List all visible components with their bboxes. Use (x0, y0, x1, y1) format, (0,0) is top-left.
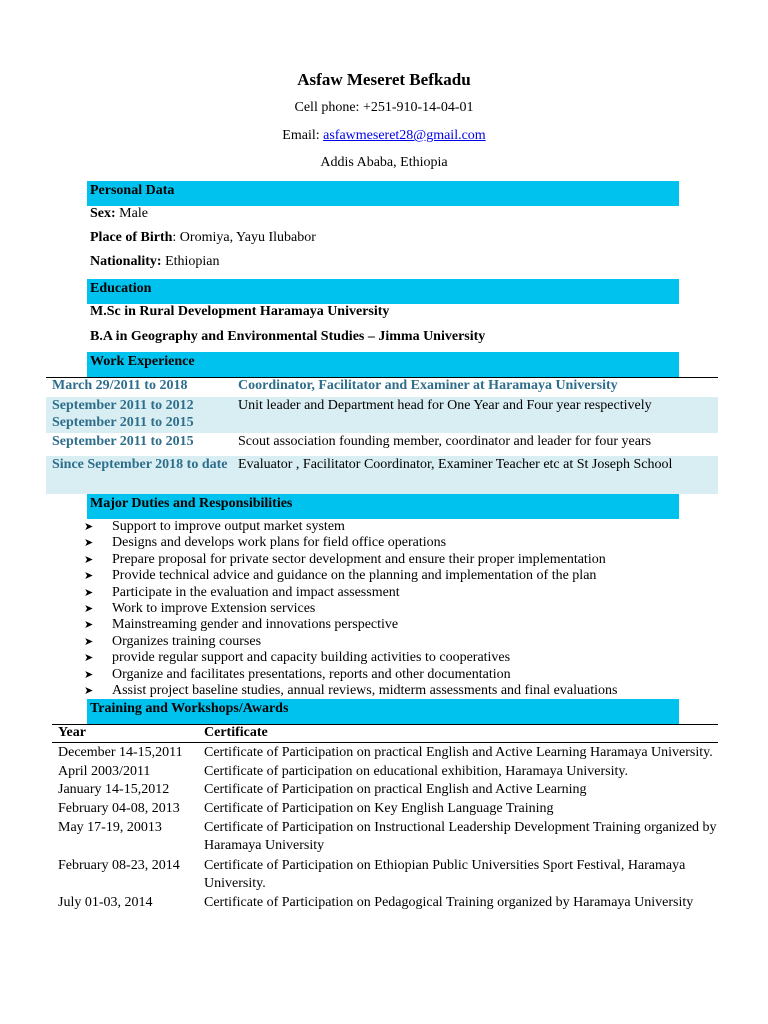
nationality-line (90, 254, 220, 270)
training-year: December 14-15,2011 (58, 745, 183, 760)
arrowhead-bullet-icon: ➤ (84, 635, 94, 648)
list-item (84, 585, 617, 601)
duty-text: Designs and develops work plans for field office operations (112, 535, 447, 551)
training-year: February 08-23, 2014 (58, 858, 180, 873)
training-header-rule (52, 742, 718, 743)
work-row (46, 456, 718, 494)
work-description: Scout association founding member, coordinator and leader for four years (238, 434, 652, 449)
training-year: July 01-03, 2014 (58, 895, 153, 910)
training-heading: Training and Workshops/Awards (87, 699, 679, 724)
arrowhead-bullet-icon: ➤ (84, 602, 94, 615)
list-item (84, 650, 617, 666)
phone-number: +251-910-14-04-01 (362, 100, 474, 115)
arrowhead-bullet-icon: ➤ (84, 553, 94, 566)
training-col-certificate: Certificate (204, 725, 268, 740)
birth-label: Place of Birth (90, 230, 173, 245)
duty-text: Work to improve Extension services (112, 600, 316, 616)
duties-list (84, 519, 617, 699)
phone-label: Cell phone: (294, 100, 363, 115)
work-date: March 29/2011 to 2018 (52, 378, 188, 393)
duty-text: Organize and facilitates presentations, reports and other documentation (112, 666, 511, 682)
list-item (84, 601, 617, 617)
work-date-secondary: September 2011 to 2015 (52, 415, 194, 430)
arrowhead-bullet-icon: ➤ (84, 619, 94, 632)
duty-text: Mainstreaming gender and innovations perspective (112, 617, 399, 633)
address: Addis Ababa, Ethiopia (320, 155, 448, 170)
duty-text: Assist project baseline studies, annual reviews, midterm assessments and final evaluations (112, 682, 618, 698)
duty-text: Prepare proposal for private sector development and ensure their proper implementation (112, 551, 606, 567)
email-label: Email: (282, 128, 324, 143)
sex-value: Male (115, 206, 148, 221)
training-year: April 2003/2011 (58, 764, 151, 779)
nationality-label: Nationality: (90, 254, 162, 269)
arrowhead-bullet-icon: ➤ (84, 668, 94, 681)
training-certificate: Certificate of Participation on practical English and Active Learning Haramaya University. (204, 745, 713, 760)
training-col-year: Year (58, 725, 86, 740)
training-certificate: Certificate of Participation on Ethiopian Public Universities Sport Festival, Haramaya University. (204, 858, 686, 891)
arrowhead-bullet-icon: ➤ (84, 521, 94, 533)
list-item (84, 667, 617, 683)
education-item: B.A in Geography and Environmental Studies – Jimma University (90, 329, 486, 344)
arrowhead-bullet-icon: ➤ (84, 684, 94, 697)
list-item (84, 568, 617, 584)
duty-text: Participate in the evaluation and impact assessment (112, 584, 400, 600)
sex-line (90, 206, 148, 222)
duty-text: Provide technical advice and guidance on the planning and implementation of the plan (112, 568, 597, 584)
training-certificate: Certificate of participation on educational exhibition, Haramaya University. (204, 764, 628, 779)
work-description: Unit leader and Department head for One Year and Four year respectively (238, 398, 652, 413)
email-link[interactable]: asfawmeseret28@gmail.com (323, 128, 486, 143)
training-table-rule (52, 724, 718, 725)
work-row (46, 397, 718, 433)
training-certificate: Certificate of Participation on Key English Language Training (204, 801, 554, 816)
work-row (46, 378, 718, 397)
training-year: February 04-08, 2013 (58, 801, 180, 816)
nationality-value: Ethiopian (161, 254, 220, 269)
duty-text: Organizes training courses (112, 633, 262, 649)
work-description: Evaluator , Facilitator Coordinator, Examiner Teacher etc at St Joseph School (238, 457, 673, 472)
arrowhead-bullet-icon: ➤ (84, 652, 94, 665)
birth-value: : Oromiya, Yayu Ilubabor (172, 230, 316, 245)
list-item (84, 617, 617, 633)
phone-line (0, 100, 768, 116)
training-certificate: Certificate of Participation on practical English and Active Learning (204, 782, 587, 797)
work-date: September 2011 to 2015 (52, 434, 194, 449)
sex-label: Sex: (90, 206, 116, 221)
training-certificate: Certificate of Participation on Instructional Leadership Development Training organized by Haramaya University (204, 820, 717, 853)
list-item (84, 535, 617, 551)
training-certificate: Certificate of Participation on Pedagogical Training organized by Haramaya University (204, 895, 694, 910)
work-experience-heading: Work Experience (87, 352, 679, 377)
list-item (84, 519, 617, 535)
work-date: September 2011 to 2012 (52, 398, 194, 413)
education-item: M.Sc in Rural Development Haramaya University (90, 304, 390, 319)
work-row (46, 433, 718, 456)
arrowhead-bullet-icon: ➤ (84, 537, 94, 550)
email-line (0, 128, 768, 144)
training-year: May 17-19, 20013 (58, 820, 162, 835)
resume-name: Asfaw Meseret Befkadu (297, 70, 471, 89)
education-heading: Education (87, 279, 679, 304)
work-description: Coordinator, Facilitator and Examiner at Haramaya University (238, 378, 618, 393)
list-item (84, 552, 617, 568)
work-date: Since September 2018 to date (52, 457, 228, 472)
list-item (84, 683, 617, 699)
duty-text: Support to improve output market system (112, 519, 345, 534)
duties-heading: Major Duties and Responsibilities (87, 494, 679, 519)
training-year: January 14-15,2012 (58, 782, 170, 797)
birth-line (90, 230, 316, 246)
list-item (84, 634, 617, 650)
duty-text: provide regular support and capacity building activities to cooperatives (112, 650, 511, 666)
arrowhead-bullet-icon: ➤ (84, 586, 94, 599)
arrowhead-bullet-icon: ➤ (84, 570, 94, 583)
personal-data-heading: Personal Data (87, 181, 679, 206)
